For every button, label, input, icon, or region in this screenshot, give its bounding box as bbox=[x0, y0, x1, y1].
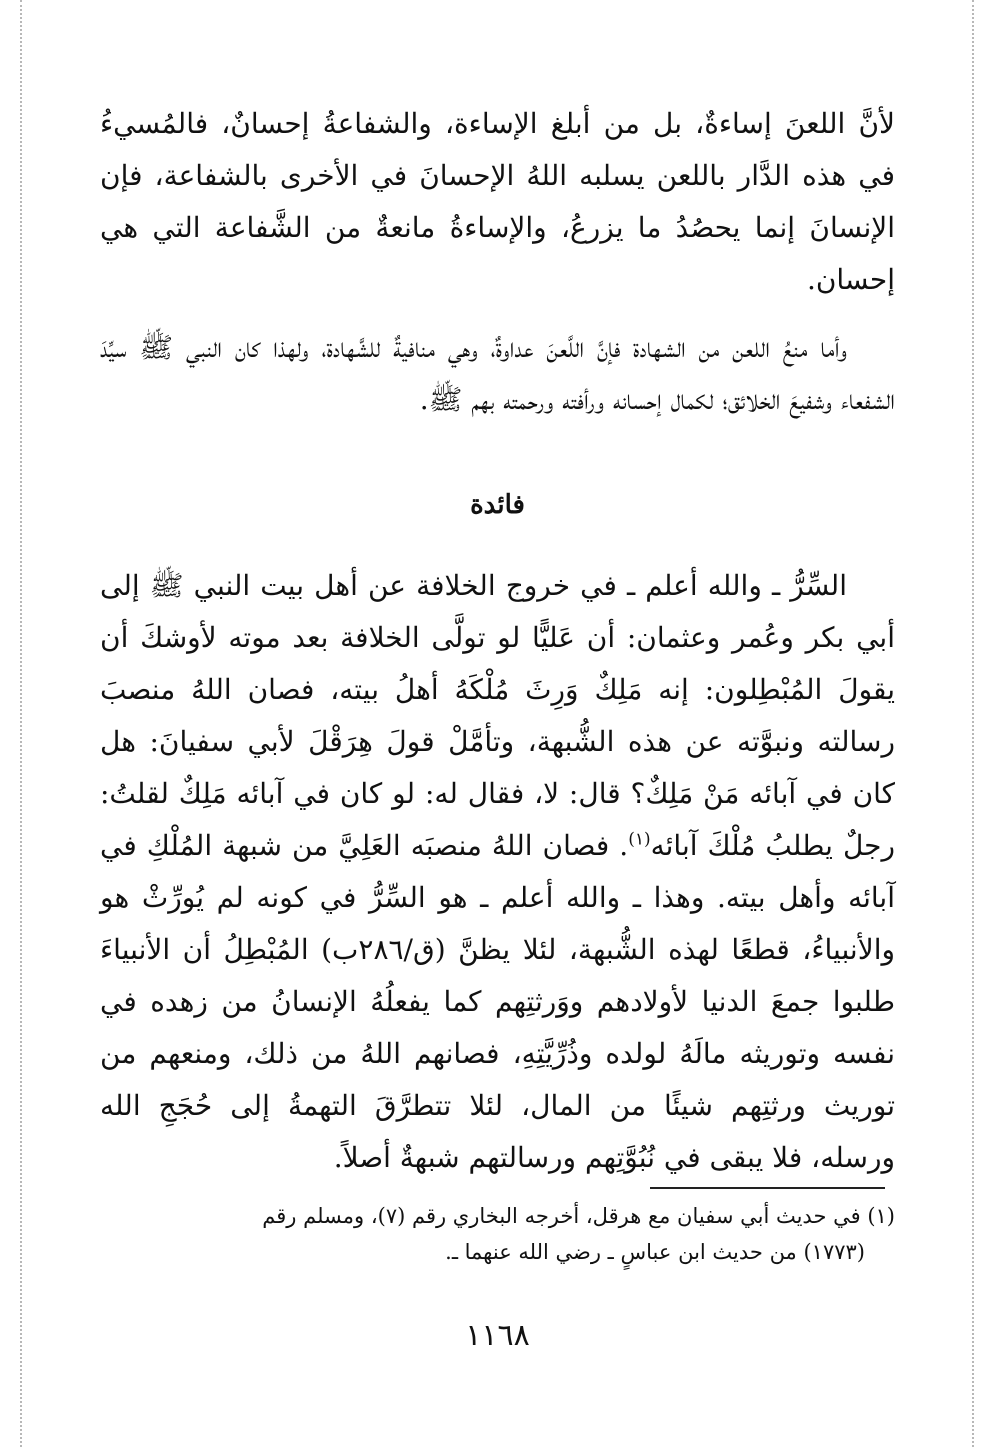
footnote-separator-line bbox=[650, 1187, 885, 1189]
footnote-1-line-1: (١) في حديث أبي سفيان مع هرقل، أخرجه البخاري رقم (٧)، ومسلم رقم bbox=[262, 1204, 895, 1228]
paragraph-text-part-2: . فصان اللهُ منصبَه العَلِيَّ من شبهة المُلْكِ في آبائه وأهل بيته. وهذا ـ والله أعلم ـ هو السِّرُّ في كونه لم يُورِّثْ هو والأنبياءُ، قطعًا لهذه الشُّبهة، لئلا يظنَّ (ق/٢٨٦ب) المُبْطِلُ أن الأنبياءَ طلبوا جمعَ الدنيا لأولادهم ووَرثتِهم كما يفعلُهُ الإنسانُ من زهده في نفسه وتوريثه مالَهُ لولده وذُرِّيَّتِهِ، فصانهم اللهُ من ذلك، ومنعهم من توريث ورثتِهم شيئًا من المال، لئلا تتطرَّقَ التهمةُ إلى حُجَجِ الله ورسله، فلا يبقى في نُبُوَّتِهم ورسالتهم شبهةٌ أصلاً. bbox=[100, 829, 895, 1174]
footnotes-section bbox=[100, 1198, 895, 1270]
paragraph-cursing-and-intercession: لأنَّ اللعنَ إساءةٌ، بل من أبلغ الإساءة، والشفاعةُ إحسانٌ، فالمُسيءُ في هذه الدَّار باللعن يسلبه اللهُ الإحسانَ في الأخرى بالشفاعة، فإن الإنسانَ إنما يحصُدُ ما يزرعُ، والإساءةُ مانعةٌ من الشَّفاعة التي هي إحسان. bbox=[100, 107, 895, 296]
footnote-reference-1[interactable]: (١) bbox=[628, 829, 651, 850]
page-number: ١١٦٨ bbox=[465, 1318, 530, 1353]
footnote-1-line-2: (١٧٧٣) من حديث ابن عباسٍ ـ رضي الله عنهما ـ. bbox=[445, 1240, 865, 1264]
paragraph-caliphate-wisdom bbox=[100, 560, 895, 1184]
right-margin-dotted-line bbox=[972, 0, 974, 1447]
section-heading: فائدة bbox=[470, 490, 525, 520]
left-margin-dotted-line bbox=[20, 0, 22, 1447]
paragraph-text-part-1: السِّرُّ ـ والله أعلم ـ في خروج الخلافة عن أهل بيت النبي ﷺ إلى أبي بكر وعُمر وعثمان: أن عَليًّا لو تولَّى الخلافة بعد موته لأوشكَ أن يقولَ المُبْطِلون: إنه مَلِكٌ وَرِثَ مُلْكَهُ أهلُ بيته، فصان اللهُ منصبَ رسالته ونبوَّته عن هذه الشُّبهة، وتأمَّلْ قولَ هِرَقْلَ لأبي سفيانَ: هل كان في آبائه مَنْ مَلِكٌ؟ قال: لا، فقال له: لو كان في آبائه مَلِكٌ لقلتُ: رجلٌ يطلبُ مُلْكَ آبائه bbox=[100, 569, 895, 862]
paragraph-cursing-and-testimony: وأما منعُ اللعن من الشهادة فإنَّ اللَّعنَ عداوةٌ، وهي منافيةٌ للشَّهادة، ولهذا كان النبي ﷺ سيِّدَ الشفعاء وشفيعَ الخلائق؛ لكمال إحسانه ورأفته ورحمته بهم ﷺ. bbox=[100, 331, 895, 416]
